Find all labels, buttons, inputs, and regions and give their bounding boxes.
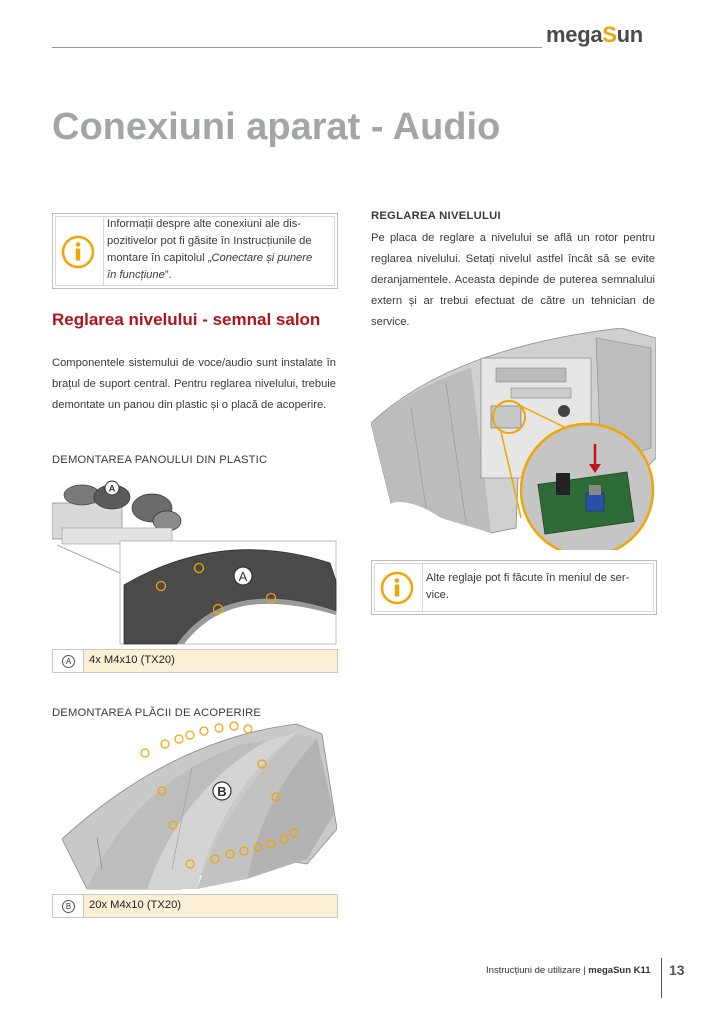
- header-rule: [52, 47, 542, 48]
- info-text: vice.: [426, 589, 450, 601]
- legend-value-a: 4x M4x10 (TX20): [89, 654, 175, 666]
- legend-row-b: B 20x M4x10 (TX20): [52, 894, 338, 918]
- right-body: Pe placa de reglare a nivelului se află un rotor pentru reglarea nivelului. Setați nivelul astfel încât să se evite deranjamentele. Aceasta depinde de puterea semnalului extern și ar trebui efectuat de către un tehnician de service.: [371, 232, 655, 328]
- callout-b: B: [217, 784, 227, 799]
- page-title: Conexiuni aparat - Audio: [52, 106, 501, 148]
- info-text: Alte reglaje pot fi făcute în meniul de ser-: [426, 572, 630, 584]
- callout-a: A: [238, 569, 248, 584]
- info-text: Informații despre alte conexiuni ale dis-: [107, 218, 302, 230]
- info-icon: [61, 235, 95, 269]
- footer-text: Instrucțiuni de utilizare | megaSun K11: [486, 965, 651, 976]
- info-icon: [380, 571, 414, 605]
- step2-title: DEMONTAREA PLĂCII DE ACOPERIRE: [52, 707, 262, 719]
- right-heading: REGLAREA NIVELULUI: [371, 210, 501, 222]
- level-board-illustration: [371, 328, 656, 550]
- plastic-panel-illustration: [52, 473, 337, 645]
- info-text: pozitivelor pot fi găsite în Instrucțiunile de: [107, 235, 312, 247]
- footer-divider: [661, 958, 662, 998]
- megasun-logo: megaSun: [546, 22, 643, 47]
- legend-value-b: 20x M4x10 (TX20): [89, 899, 182, 911]
- cover-plate-illustration: [52, 719, 337, 891]
- section-heading: Reglarea nivelului - semnal salon: [52, 310, 321, 329]
- info-box: [371, 560, 657, 615]
- section-body: Componentele sistemului de voce/audio sunt instalate în brațul de suport central. Pentru reglarea nivelului, trebuie demontate un panou din plastic și o placă de acoperire.: [52, 357, 336, 411]
- legend-row-a: A 4x M4x10 (TX20): [52, 649, 338, 673]
- step1-title: DEMONTAREA PANOULUI DIN PLASTIC: [52, 454, 268, 466]
- page-number: 13: [669, 962, 685, 978]
- info-box: Informații despre alte conexiuni ale dis- pozitivelor pot fi găsite în Instrucțiunile de montare în capitolul „Conectare și punere în funcțiune”.: [52, 213, 338, 289]
- callout-a-small: A: [108, 483, 116, 494]
